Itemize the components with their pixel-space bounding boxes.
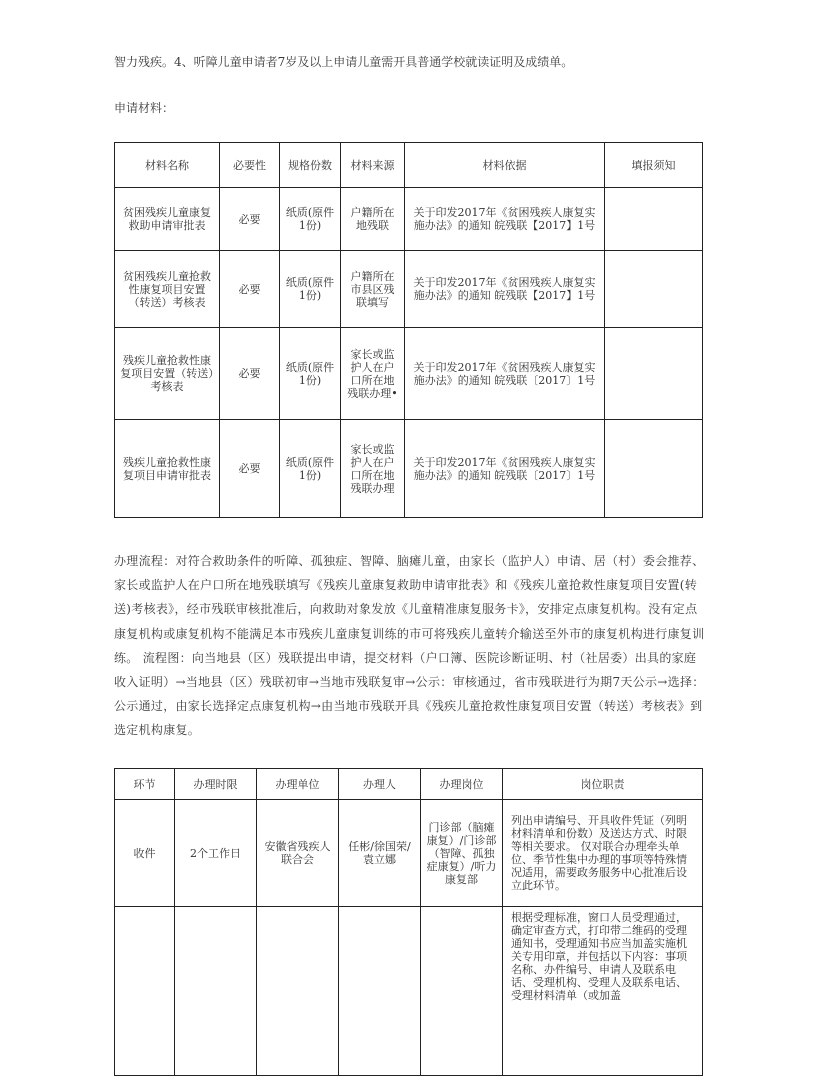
material-source: 户籍所在地残联 xyxy=(341,188,405,251)
header-stage: 环节 xyxy=(115,769,175,800)
step-unit xyxy=(257,907,339,1076)
table-row xyxy=(115,420,703,518)
materials-heading: 申请材料： xyxy=(114,101,175,115)
header-unit: 办理单位 xyxy=(257,769,339,800)
step-person xyxy=(339,907,421,1076)
step-time: 2个工作日 xyxy=(175,800,257,907)
step-person: 任彬/徐国荣/袁立娜 xyxy=(339,800,421,907)
table-row xyxy=(115,188,703,251)
table-row xyxy=(115,800,703,907)
step-duty: 根据受理标准，窗口人员受理通过，确定审查方式，打印带二维码的受理通知书，受理通知书应当加盖实施机关专用印章，并包括以下内容：事项名称、办件编号、申请人及联系电话、受理机构、受理人及联系电话、受理材料清单（或加盖 xyxy=(503,907,703,1076)
material-basis: 关于印发2017年《贫困残疾人康复实施办法》的通知 皖残联【2017】1号 xyxy=(405,188,605,251)
step-post xyxy=(421,907,503,1076)
table-row xyxy=(115,251,703,328)
table-row xyxy=(115,328,703,420)
material-necessity: 必要 xyxy=(220,328,280,420)
header-spec: 规格份数 xyxy=(280,143,341,188)
material-spec: 纸质(原件1份) xyxy=(280,251,341,328)
header-duty: 岗位职责 xyxy=(503,769,703,800)
material-name: 贫困残疾儿童抢救性康复项目安置（转送）考核表 xyxy=(115,251,220,328)
step-unit: 安徽省残疾人联合会 xyxy=(257,800,339,907)
material-notes xyxy=(605,188,703,251)
header-necessity: 必要性 xyxy=(220,143,280,188)
material-necessity: 必要 xyxy=(220,420,280,518)
header-notes: 填报须知 xyxy=(605,143,703,188)
step-post: 门诊部（脑瘫康复）/门诊部（智障、孤独症康复）/听力康复部 xyxy=(421,800,503,907)
step-stage xyxy=(115,907,175,1076)
material-necessity: 必要 xyxy=(220,251,280,328)
material-spec: 纸质(原件1份) xyxy=(280,420,341,518)
material-notes xyxy=(605,328,703,420)
material-source: 家长或监护人在户口所在地残联办理 xyxy=(341,420,405,518)
intro-paragraph: 智力残疾。4、听障儿童申请者7岁及以上申请儿童需开具普通学校就读证明及成绩单。 xyxy=(114,55,574,69)
material-basis: 关于印发2017年《贫困残疾人康复实施办法》的通知 皖残联〔2017〕1号 xyxy=(405,328,605,420)
header-time: 办理时限 xyxy=(175,769,257,800)
material-notes xyxy=(605,420,703,518)
material-spec: 纸质(原件1份) xyxy=(280,328,341,420)
material-name: 残疾儿童抢救性康复项目申请审批表 xyxy=(115,420,220,518)
material-source: 家长或监护人在户口所在地残联办理• xyxy=(341,328,405,420)
material-basis: 关于印发2017年《贫困残疾人康复实施办法》的通知 皖残联〔2017〕1号 xyxy=(405,420,605,518)
process-paragraph: 办理流程：对符合救助条件的听障、孤独症、智障、脑瘫儿童，由家长（监护人）申请、居（村）委会推荐、家长或监护人在户口所在地残联填写《残疾儿童康复救助申请审批表》和《残疾儿童抢救性康复项目安置(转送)考核表》，经市残联审核批准后，向救助对象发放《儿童精准康复服务卡》，安排定点康复机构。没有定点康复机构或康复机构不能满足本市残疾儿童康复训练的市可将残疾儿童转介输送至外市的康复机构进行康复训练。 流程图：向当地县（区）残联提出申请，提交材料（户口簿、医院诊断证明、村（社居委）出具的家庭收入证明）→当地县（区）残联初审→当地市残联复审→公示：审核通过，省市残联进行为期7天公示→选择：公示通过，由家长选择定点康复机构→由当地市残联开具《残疾儿童抢救性康复项目安置（转送）考核表》到选定机构康复。 xyxy=(114,554,705,738)
header-basis: 材料依据 xyxy=(405,143,605,188)
material-name: 贫困残疾儿童康复救助申请审批表 xyxy=(115,188,220,251)
materials-table xyxy=(114,142,703,518)
steps-table xyxy=(114,768,703,1076)
material-source: 户籍所在市县区残联填写 xyxy=(341,251,405,328)
header-person: 办理人 xyxy=(339,769,421,800)
step-stage: 收件 xyxy=(115,800,175,907)
material-necessity: 必要 xyxy=(220,188,280,251)
header-post: 办理岗位 xyxy=(421,769,503,800)
table-row xyxy=(115,907,703,1076)
material-name: 残疾儿童抢救性康复项目安置（转送）考核表 xyxy=(115,328,220,420)
step-duty: 列出申请编号、开具收件凭证（列明材料清单和份数）及送达方式、时限等相关要求。 仅对联合办理牵头单位、季节性集中办理的事项等特殊情况适用，需要政务服务中心批准后设立此环节。 xyxy=(503,800,703,907)
material-basis: 关于印发2017年《贫困残疾人康复实施办法》的通知 皖残联【2017】1号 xyxy=(405,251,605,328)
materials-header-row xyxy=(115,143,703,188)
header-material-name: 材料名称 xyxy=(115,143,220,188)
material-spec: 纸质(原件1份) xyxy=(280,188,341,251)
material-notes xyxy=(605,251,703,328)
steps-header-row xyxy=(115,769,703,800)
header-source: 材料来源 xyxy=(341,143,405,188)
step-time xyxy=(175,907,257,1076)
